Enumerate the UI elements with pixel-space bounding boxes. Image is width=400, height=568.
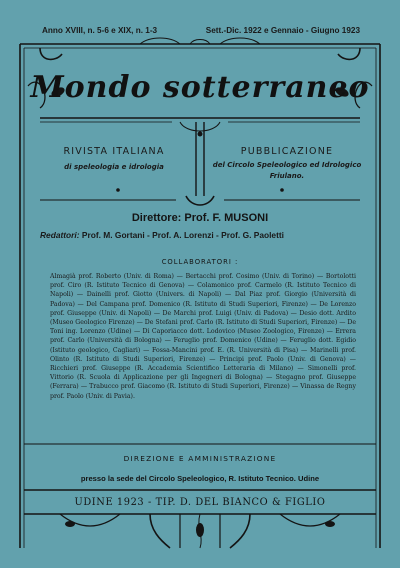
issue-number: Anno XVIII, n. 5-6 e XIX, n. 1-3 bbox=[42, 26, 158, 35]
collaborators-heading: COLLABORATORI : bbox=[161, 258, 239, 266]
editors-names: Prof. M. Gortani - Prof. A. Lorenzi - Prof. G. Paoletti bbox=[81, 230, 284, 240]
editors bbox=[40, 230, 380, 240]
editors-label: Redattori: bbox=[40, 230, 80, 240]
issue-date: Sett.-Dic. 1922 e Gennaio - Giugno 1923 bbox=[205, 26, 360, 35]
publisher-heading: PUBBLICAZIONE bbox=[240, 146, 334, 157]
page-title: Mondo sotterraneo bbox=[30, 70, 370, 105]
publisher-location: Friulano. bbox=[269, 172, 305, 180]
journal-topic: di speleologia e idrologia bbox=[64, 163, 164, 171]
director: Direttore: Prof. F. MUSONI bbox=[131, 212, 269, 224]
administration-address: presso la sede del Circolo Speleologico, R. Istituto Tecnico. Udine bbox=[80, 474, 320, 483]
journal-subtitle: RIVISTA ITALIANA bbox=[63, 146, 165, 157]
publisher-name: del Circolo Speleologico ed Idrologico bbox=[212, 161, 362, 169]
printer-imprint: UDINE 1923 - TIP. D. DEL BIANCO & FIGLIO bbox=[74, 497, 326, 508]
collaborators-list: Almagià prof. Roberto (Univ. di Roma) — Bertacchi prof. Cosimo (Univ. di Torino) — Bortolotti prof. Ciro (R. Istituto Tecnico di Genova) — Colamonico prof. Carmelo (R. Istituto Tecnico di Napoli) — Dainelli prof. Giotto (Univers. di Napoli) — Dal Piaz prof. Giorgio (Università di Padova) — Del Campana prof. Domenico (R. Istituto di Studi Superiori, Firenze) — De Lorenzo prof. Giuseppe (Univ. di Napoli) — De Marchi prof. Luigi (Univ. di Padova) — Desio dott. Ardito (Museo Geologico Firenze) — De Stefani prof. Carlo (R. Istituto di Studi Superiori, Firenze) — De Toni ing. Lorenzo (Udine) — Di Caporiacco dott. Lodovico (Museo Zoologico, Firenze) — Errera prof. Carlo (Università di Bologna) — Feruglio prof. Domenico (Udine) — Feruglio dott. Egidio (Istituto geologico, Cagliari) — Fossa-Mancini prof. E. (R. Università di Pisa) — Marinelli prof. Olinto (R. Istituto di Studi Superiori, Firenze) — Principi prof. Paolo (Univ. di Genova) — Ricchieri prof. Giuseppe (R. Accademia Scientifico Letteraria di Milano) — Simonelli prof. Vittorio (R. Scuola di Applicazione per gli Ingegneri di Bologna) — Stegagno prof. Giuseppe (Ferrara) — Trabucco prof. Giacomo (R. Istituto di Studi Superiori, Firenze) — Vinassa de Regny prof. Paolo (Univ. di Pavia). bbox=[50, 273, 356, 400]
administration-heading: DIREZIONE E AMMINISTRAZIONE bbox=[123, 454, 277, 463]
